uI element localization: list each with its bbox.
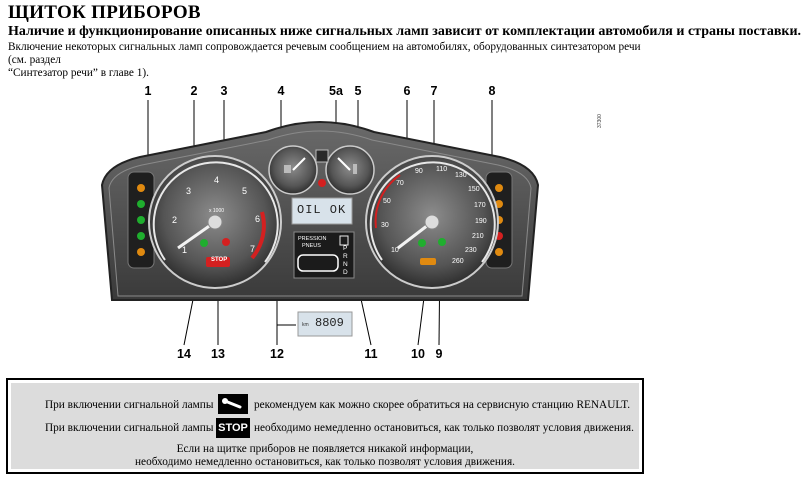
wrench-warning-icon [218, 394, 248, 414]
coolant-gauge [326, 146, 374, 194]
info-line3: Если на щитке приборов не появляется никакой информации, [176, 443, 474, 455]
gear-n: N [343, 261, 348, 268]
callout-7: 7 [430, 84, 438, 98]
speed-label-230: 230 [465, 247, 477, 254]
tach-label-4: 4 [214, 175, 220, 185]
speed-label-130: 130 [455, 172, 467, 179]
speed-label-110: 110 [436, 166, 448, 173]
callout-5a: 5a [329, 84, 343, 98]
odometer-text: 8809 [315, 316, 344, 330]
callout-5: 5 [354, 84, 362, 98]
tach-label-3: 3 [186, 186, 192, 196]
tach-label-6: 6 [255, 214, 261, 224]
tach-label-7: 7 [250, 244, 256, 254]
gear-r: R [343, 253, 348, 260]
speed-label-90: 90 [415, 168, 423, 175]
callout-2: 2 [190, 84, 198, 98]
info-line1-prefix: При включении сигнальной лампы [45, 399, 214, 411]
callout-13: 13 [211, 347, 225, 361]
info-line2-suffix: необходимо немедленно остановиться, как только позволят условия движения. [254, 422, 634, 434]
callout-6: 6 [403, 84, 411, 98]
info-line2-prefix: При включении сигнальной лампы [45, 422, 214, 434]
tach-label-2: 2 [172, 215, 178, 225]
tachometer [149, 156, 281, 288]
speed-label-10: 10 [391, 247, 399, 254]
callout-10: 10 [411, 347, 425, 361]
note-line-2: “Синтезатор речи” в главе 1). [8, 67, 149, 79]
note-line-1: Включение некоторых сигнальных ламп сопровождается речевым сообщением на автомобилях, оборудованных синтезатором речи (см. раздел [8, 41, 641, 66]
figure-code: 37300 [597, 114, 603, 128]
stop-warning-icon: STOP [216, 418, 250, 438]
speed-label-50: 50 [383, 198, 391, 205]
odometer-unit: km [302, 322, 309, 328]
callout-14: 14 [177, 347, 191, 361]
page-subtitle: Наличие и функционирование описанных ниже сигнальных ламп зависит от комплектации автомобиля и страны поставки. [8, 24, 801, 39]
callout-4: 4 [277, 84, 285, 98]
speed-label-260: 260 [452, 258, 464, 265]
pressure-sub-text: PNEUS [302, 243, 321, 249]
callout-12: 12 [270, 347, 284, 361]
callout-9: 9 [435, 347, 443, 361]
warning-info-inner [11, 383, 639, 469]
tach-label-5: 5 [242, 186, 248, 196]
oil-display-text: OIL OK [297, 203, 347, 217]
speed-label-30: 30 [381, 222, 389, 229]
page-title: ЩИТОК ПРИБОРОВ [8, 2, 201, 23]
fuel-gauge [269, 146, 317, 194]
callout-11: 11 [364, 347, 378, 361]
callout-8: 8 [488, 84, 496, 98]
callout-1: 1 [144, 84, 152, 98]
speed-label-70: 70 [396, 180, 404, 187]
callout-3: 3 [220, 84, 228, 98]
tach-unit: x 1000 [209, 208, 225, 214]
pressure-text: PRESSION [298, 236, 327, 242]
speed-label-150: 150 [468, 186, 480, 193]
tach-label-1: 1 [182, 245, 188, 255]
info-line4: необходимо немедленно остановиться, как только позволят условия движения. [135, 456, 515, 468]
speed-label-190: 190 [475, 218, 487, 225]
speed-label-210: 210 [472, 233, 484, 240]
speed-label-170: 170 [474, 202, 486, 209]
info-line1-suffix: рекомендуем как можно скорее обратиться на сервисную станцию RENAULT. [254, 399, 631, 411]
gear-d: D [343, 269, 348, 276]
warning-info-box [6, 378, 644, 474]
gear-p: P [343, 245, 348, 252]
speedometer [366, 156, 498, 288]
stop-lamp-text: STOP [211, 257, 228, 263]
